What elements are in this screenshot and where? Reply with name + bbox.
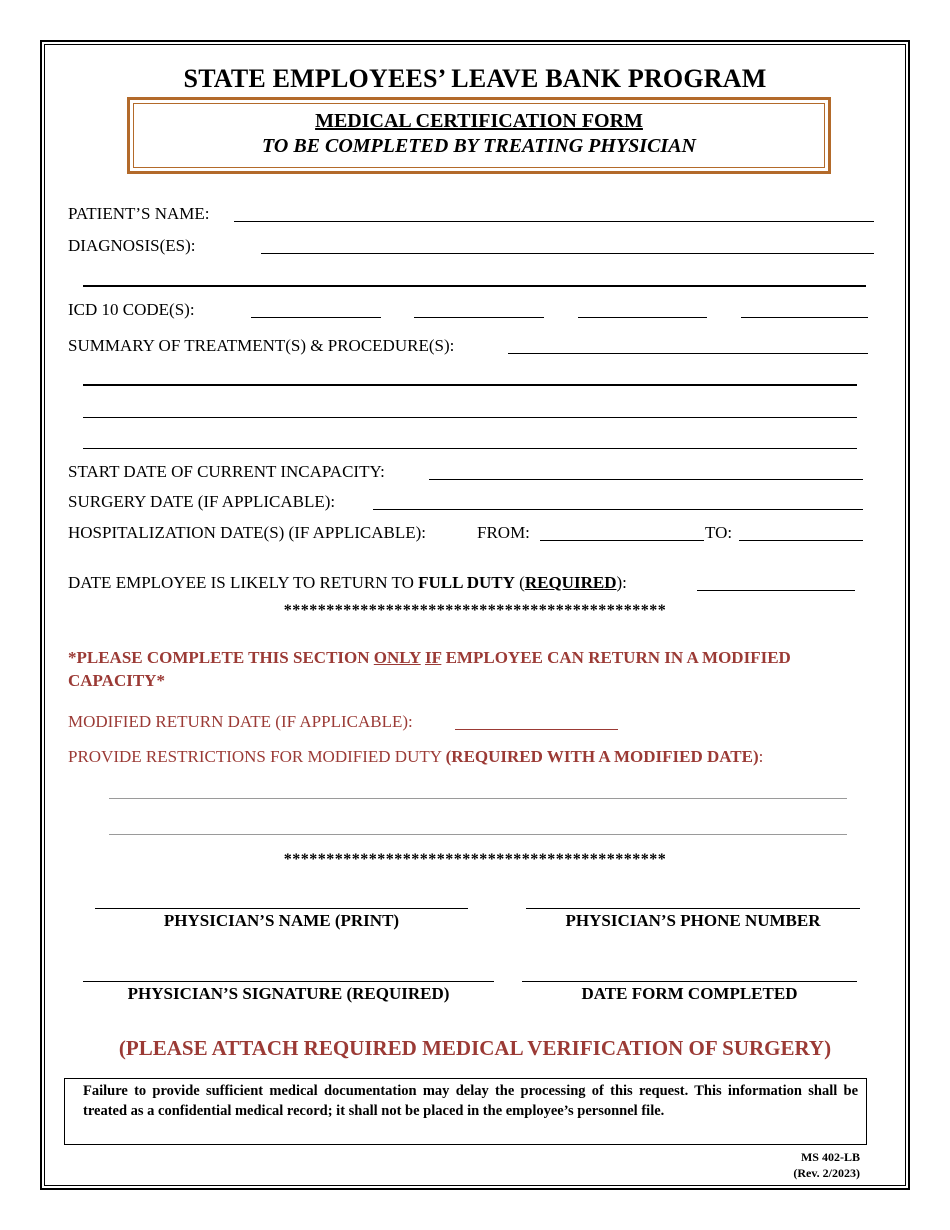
confidential-note: Failure to provide sufficient medical documentation may delay the processing of this request. This information shall be treated as a confidential medical record; it shall not be placed in the employee’s personnel file. [83,1083,858,1119]
icd10-label: ICD 10 CODE(S): [68,300,195,319]
notice-prefix: *PLEASE COMPLETE THIS SECTION [68,648,374,667]
required-text: REQUIRED [524,573,617,592]
diagnosis-field[interactable] [261,253,874,254]
physician-phone-field[interactable] [526,908,860,909]
restrictions-label [68,747,763,767]
modified-section-notice [68,646,878,692]
patient-name-field[interactable] [234,221,874,222]
separator-2: ********************************************* [283,851,667,868]
icd10-code-field-2[interactable] [414,317,544,318]
date-completed-label: DATE FORM COMPLETED [581,984,798,1003]
start-date-label: START DATE OF CURRENT INCAPACITY: [68,462,385,481]
notice-suffix: EMPLOYEE CAN RETURN IN A MODIFIED [441,648,791,667]
return-open-paren: ( [514,573,525,592]
summary-field-line-4[interactable] [83,448,857,449]
form-number: MS 402-LB [800,1150,860,1164]
restrictions-field-line-1[interactable] [109,798,847,799]
form-revision: (Rev. 2/2023) [793,1166,860,1180]
restrictions-field-line-2[interactable] [109,834,847,835]
hospitalization-from-field[interactable] [540,540,704,541]
physician-signature-label: PHYSICIAN’S SIGNATURE (REQUIRED) [127,984,450,1003]
icd10-code-field-1[interactable] [251,317,381,318]
start-date-field[interactable] [429,479,863,480]
patient-name-label: PATIENT’S NAME: [68,204,210,223]
diagnosis-field-line-2[interactable] [83,285,866,287]
physician-name-label: PHYSICIAN’S NAME (PRINT) [163,911,400,930]
summary-field-line-3[interactable] [83,417,857,418]
icd10-code-field-3[interactable] [578,317,707,318]
date-completed-field[interactable] [522,981,857,982]
surgery-date-field[interactable] [373,509,863,510]
header-box-title: MEDICAL CERTIFICATION FORM [315,110,643,132]
restrictions-prefix: PROVIDE RESTRICTIONS FOR MODIFIED DUTY [68,747,446,766]
physician-signature-field[interactable] [83,981,494,982]
diagnosis-label: DIAGNOSIS(ES): [68,236,196,255]
notice-only: ONLY [373,648,421,667]
surgery-date-label: SURGERY DATE (IF APPLICABLE): [68,492,336,511]
hospitalization-to-label: TO: [705,523,733,542]
modified-return-date-label: MODIFIED RETURN DATE (IF APPLICABLE): [68,712,413,731]
restrictions-colon: : [758,747,764,766]
notice-line-2: CAPACITY* [68,671,165,690]
physician-name-field[interactable] [95,908,468,909]
return-full-duty-field[interactable] [697,590,855,591]
modified-return-date-field[interactable] [455,729,618,730]
restrictions-required: (REQUIRED WITH A MODIFIED DATE) [445,747,759,766]
hospitalization-to-field[interactable] [739,540,863,541]
form-title: STATE EMPLOYEES’ LEAVE BANK PROGRAM [183,64,767,93]
full-duty-text: FULL DUTY [418,573,515,592]
icd10-code-field-4[interactable] [741,317,868,318]
hospitalization-from-label: FROM: [477,523,530,542]
summary-label: SUMMARY OF TREATMENT(S) & PROCEDURE(S): [68,336,455,355]
return-full-duty-label [68,573,627,593]
attach-notice: (PLEASE ATTACH REQUIRED MEDICAL VERIFICATION OF SURGERY) [118,1036,832,1060]
hospitalization-label: HOSPITALIZATION DATE(S) (IF APPLICABLE): [68,523,426,542]
physician-phone-label: PHYSICIAN’S PHONE NUMBER [565,911,821,930]
return-prefix: DATE EMPLOYEE IS LIKELY TO RETURN TO [68,573,419,592]
summary-field-line-2[interactable] [83,384,857,386]
summary-field[interactable] [508,353,868,354]
return-close-paren: ): [616,573,627,592]
header-box-subtitle: TO BE COMPLETED BY TREATING PHYSICIAN [262,135,696,157]
notice-if: IF [424,648,442,667]
separator-1: ********************************************* [283,602,667,619]
